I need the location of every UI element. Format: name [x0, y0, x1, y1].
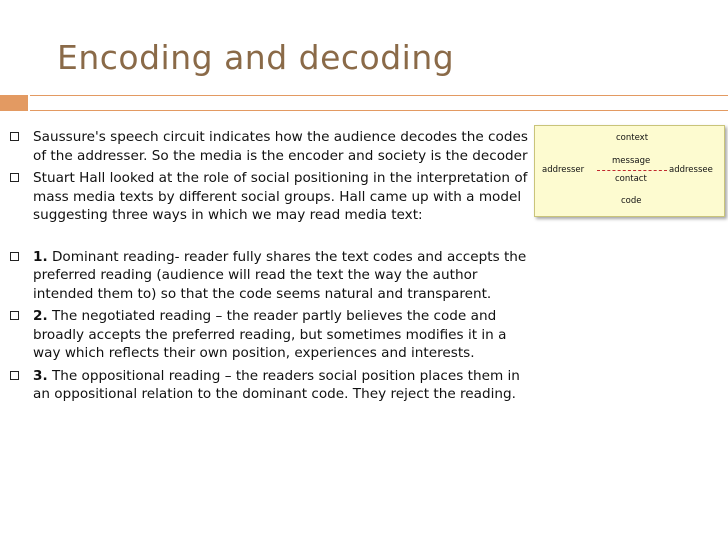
bullet-text: Saussure's speech circuit indicates how the audience decodes the codes of the addresser. So the media is the encoder and society is the decoder [33, 129, 528, 164]
bullet-item [10, 248, 530, 304]
title-accent-bar [0, 95, 728, 111]
slide-title: Encoding and decoding [57, 38, 455, 77]
bullet-item [10, 128, 530, 165]
diagram-message-label: message [612, 156, 651, 166]
bullet-item [10, 367, 530, 404]
diagram-dashed-line [597, 170, 667, 171]
bullet-item [10, 169, 530, 225]
bullet-number: 1. [33, 248, 48, 265]
square-bullet-icon [10, 173, 19, 182]
square-bullet-icon [10, 252, 19, 261]
accent-block [0, 95, 28, 111]
bullet-list [10, 128, 530, 404]
diagram-contact-label: contact [615, 174, 647, 184]
bullet-text: The oppositional reading – the readers social position places them in an oppositional relation to the dominant code. They reject the reading. [33, 367, 520, 402]
communication-model-diagram [534, 125, 725, 217]
bullet-text: Dominant reading- reader fully shares the text codes and accepts the preferred reading (audience will read the text the way the author intended them to) so that the code seems natural and transparent. [33, 248, 527, 302]
diagram-context-label: context [616, 133, 649, 143]
square-bullet-icon [10, 371, 19, 380]
accent-rule [30, 95, 728, 111]
square-bullet-icon [10, 311, 19, 320]
diagram-addresser-label: addresser [542, 165, 585, 175]
bullet-number: 3. [33, 367, 48, 384]
bullet-number: 2. [33, 308, 48, 324]
bullet-text: Stuart Hall looked at the role of social positioning in the interpretation of mass media texts by different social groups. Hall came up with a model suggesting three ways in which we may read media text: [33, 170, 528, 223]
square-bullet-icon [10, 132, 19, 141]
bullet-text: The negotiated reading – the reader partly believes the code and broadly accepts the preferred reading, but sometimes modifies it in a way which reflects their own position, experiences and interests. [33, 308, 507, 361]
diagram-code-label: code [621, 196, 642, 206]
diagram-addressee-label: addressee [669, 165, 713, 175]
bullet-item [10, 307, 530, 363]
